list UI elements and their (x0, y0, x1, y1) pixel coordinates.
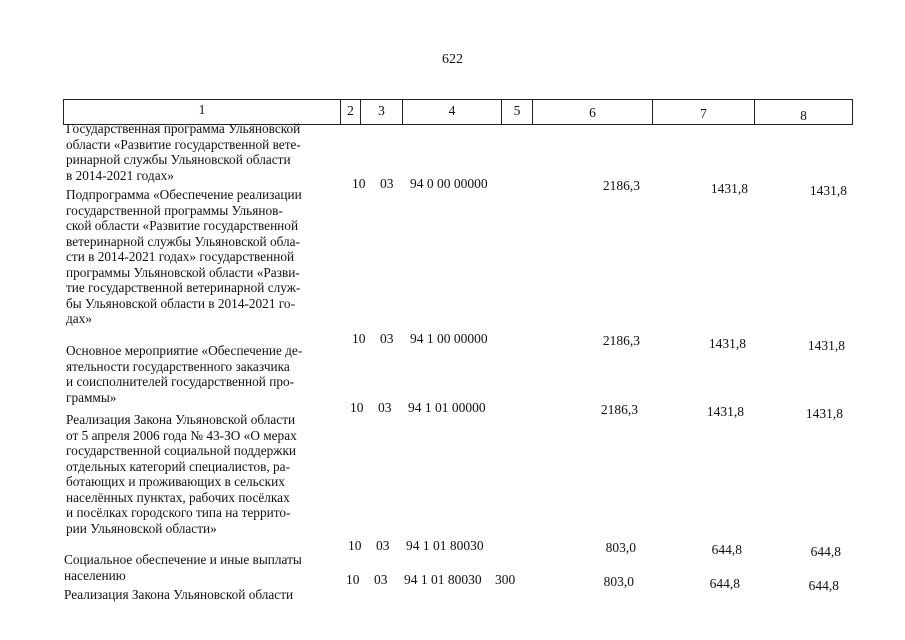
header-col-4: 4 (402, 99, 502, 125)
row-1-col-3: 03 (380, 176, 394, 191)
row-5-col-5: 300 (495, 572, 516, 587)
row-3-col-4: 94 1 01 00000 (408, 400, 486, 415)
row-3-col-8: 1431,8 (805, 406, 843, 421)
header-col-2: 2 (340, 99, 361, 125)
row-2-col-8: 1431,8 (807, 338, 845, 353)
row-3-col-7: 1431,8 (706, 404, 744, 419)
row-5-col-8: 644,8 (808, 578, 839, 593)
row-4-col-4: 94 1 01 80030 (406, 538, 484, 553)
header-col-6: 6 (532, 99, 653, 125)
row-3-col-3: 03 (378, 400, 392, 415)
header-col-5: 5 (501, 99, 533, 125)
row-5-name: Социальное обеспечение и иные выплаты населению (64, 552, 302, 583)
row-2-name: Подпрограмма «Обеспечение реализации государственной программы Ульянов- ской области «Развитие государственной ветеринарной службы Ульяновской обла- сти в 2014-2021 годах» государственной программы Ульяновской области «Разви- тие государственной ветеринарной служ- бы Ульяновской области в 2014-2021 го- дах» (66, 187, 302, 326)
row-1-name: Государственная программа Ульяновской области «Развитие государственной вете- ринарной службы Ульяновской области в 2014-2021 годах» (66, 121, 301, 183)
row-1-col-4: 94 0 00 00000 (410, 176, 488, 191)
row-5-col-6: 803,0 (603, 574, 634, 589)
row-5-col-7: 644,8 (709, 576, 740, 591)
row-1-col-7: 1431,8 (710, 181, 748, 196)
page-number: 622 (442, 52, 463, 67)
header-col-3: 3 (360, 99, 403, 125)
row-4-col-6: 803,0 (605, 540, 636, 555)
row-6-name: Реализация Закона Ульяновской области (64, 587, 294, 602)
row-5-col-4: 94 1 01 80030 (404, 572, 482, 587)
row-4-col-8: 644,8 (810, 544, 841, 559)
header-col-8: 8 (754, 99, 853, 125)
row-4-name: Реализация Закона Ульяновской области от 5 апреля 2006 года № 43-ЗО «О мерах государственной социальной поддержки отдельных категорий специалистов, ра- ботающих и проживающих в сельских населённых пунктах, рабочих посёлках и посёлках городского типа на террито- рии Ульяновской области» (66, 412, 297, 536)
row-2-col-7: 1431,8 (708, 336, 746, 351)
row-5-col-2: 10 (346, 572, 360, 587)
row-1-col-8: 1431,8 (809, 183, 847, 198)
row-2-col-3: 03 (380, 331, 394, 346)
row-2-col-6: 2186,3 (602, 333, 640, 348)
row-5-col-3: 03 (374, 572, 388, 587)
header-col-7: 7 (652, 99, 755, 125)
row-1-col-6: 2186,3 (602, 178, 640, 193)
row-3-col-2: 10 (350, 400, 364, 415)
header-col-1: 1 (63, 99, 341, 125)
row-4-col-2: 10 (348, 538, 362, 553)
row-3-col-6: 2186,3 (600, 402, 638, 417)
row-2-col-4: 94 1 00 00000 (410, 331, 488, 346)
row-3-name: Основное мероприятие «Обеспечение де- ятельности государственного заказчика и соисполнителей государственной про- граммы» (66, 343, 303, 405)
row-4-col-3: 03 (376, 538, 390, 553)
row-4-col-7: 644,8 (711, 542, 742, 557)
row-1-col-2: 10 (352, 176, 366, 191)
row-2-col-2: 10 (352, 331, 366, 346)
